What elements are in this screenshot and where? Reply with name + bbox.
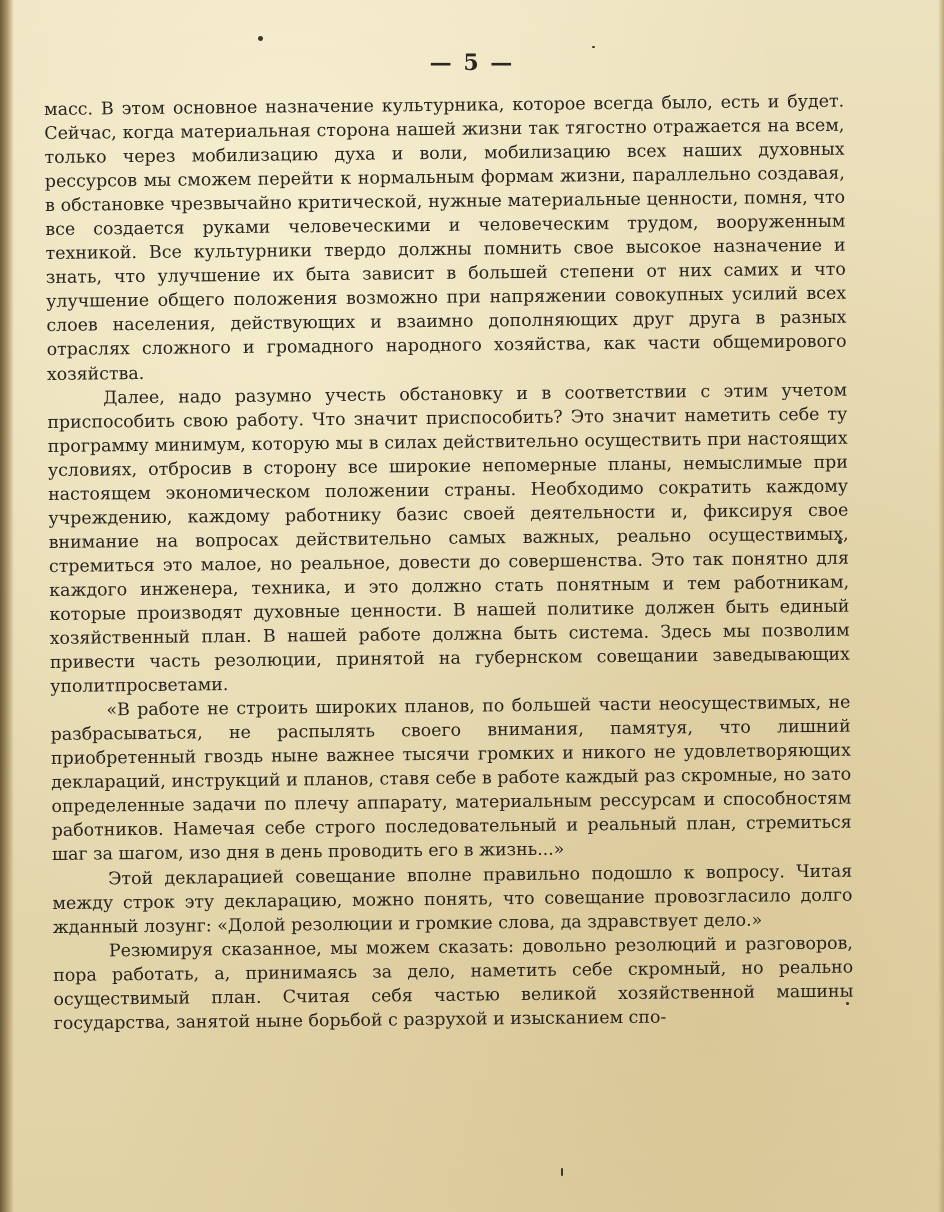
ink-speck — [561, 1168, 563, 1176]
quoted-resolution: «В работе не строить широких планов, по большей части неосуществимых, не разбрасываться, не распылять своего внимания, памятуя, что лишний приобретенный гвоздь ныне важнее тысячи громких и никого не удовлетворяющих деклараций, инструкций и планов, ставя себе в работе каждый раз скромные, но зато определенные задачи по плечу аппарату, материальным рессурсам и способностям работников. Намечая себе строго последовательный и реальный план, стремиться шаг за шагом, изо дня в день проводить его в жизнь...» — [50, 692, 852, 866]
ink-speck — [258, 36, 263, 41]
paragraph: масс. В этом основное назначение культурника, которое всегда было, есть и будет. Сейчас, когда материальная сторона нашей жизни так тягостно отражается на всем, только через мобилизацию духа и воли, мобилизацию всех наших духовных рессурсов мы сможем перейти к нормальным формам жизни, параллельно создавая, в обстановке чрезвычайно критической, нужные материальные ценности, помня, что все создается руками человеческими и человеческим трудом, вооруженным техникой. Все культурники твердо должны помнить свое высокое назначение и знать, что улучшение их быта зависит в большей степени от них самих и что улучшение общего положения возможно при напряжении совокупных усилий всех слоев населения, действующих и взаимно дополняющих друг друга в разных отраслях сложного и громадного народного хозяйства, как части общемирового хозяйства. — [44, 91, 847, 385]
body-text — [44, 90, 854, 1036]
ink-speck — [592, 46, 595, 48]
paragraph: Резюмируя сказанное, мы можем сказать: довольно резолюций и разговоров, пора работать, а, принимаясь за дело, наметить себе скромный, но реально осуществимый план. Считая себя частью великой хозяйственной машины государства, занятой ныне борьбой с разрухой и изысканием спо- — [53, 933, 854, 1034]
page-number: — 5 — — [429, 50, 515, 76]
paragraph: Далее, надо разумно учесть обстановку и в соответствии с этим учетом приспособить свою работу. Что значит приспособить? Это значит наметить себе ту программу минимум, которую мы в силах действительно осуществить при настоящих условиях, отбросив в сторону все широкие непомерные планы, немыслимые при настоящем экономическом положении страны. Необходимо сократить каждому учреждению, каждому работнику базис своей деятельности и, фиксируя свое внимание на вопросах действительно самых важных, реально осуществимых, стремиться это малое, но реальное, довести до совершенства. Это так понятно для каждого инженера, техника, и это должно стать понятным и тем работникам, которые производят духовные ценности. В нашей политике должен быть единый хозяйственный план. В нашей работе должна быть система. Здесь мы позволим привести часть резолюции, принятой на губернском совещании заведывающих уполитпросветами. — [47, 380, 850, 698]
paragraph: Этой декларацией совещание вполне правильно подошло к вопросу. Читая между строк эту декларацию, можно понять, что совещание провозгласило долго жданный лозунг: «Долой резолюции и громкие слова, да здравствует дело.» — [52, 861, 853, 938]
page-right-edge — [938, 0, 944, 1212]
page-binding-edge — [0, 0, 14, 1212]
